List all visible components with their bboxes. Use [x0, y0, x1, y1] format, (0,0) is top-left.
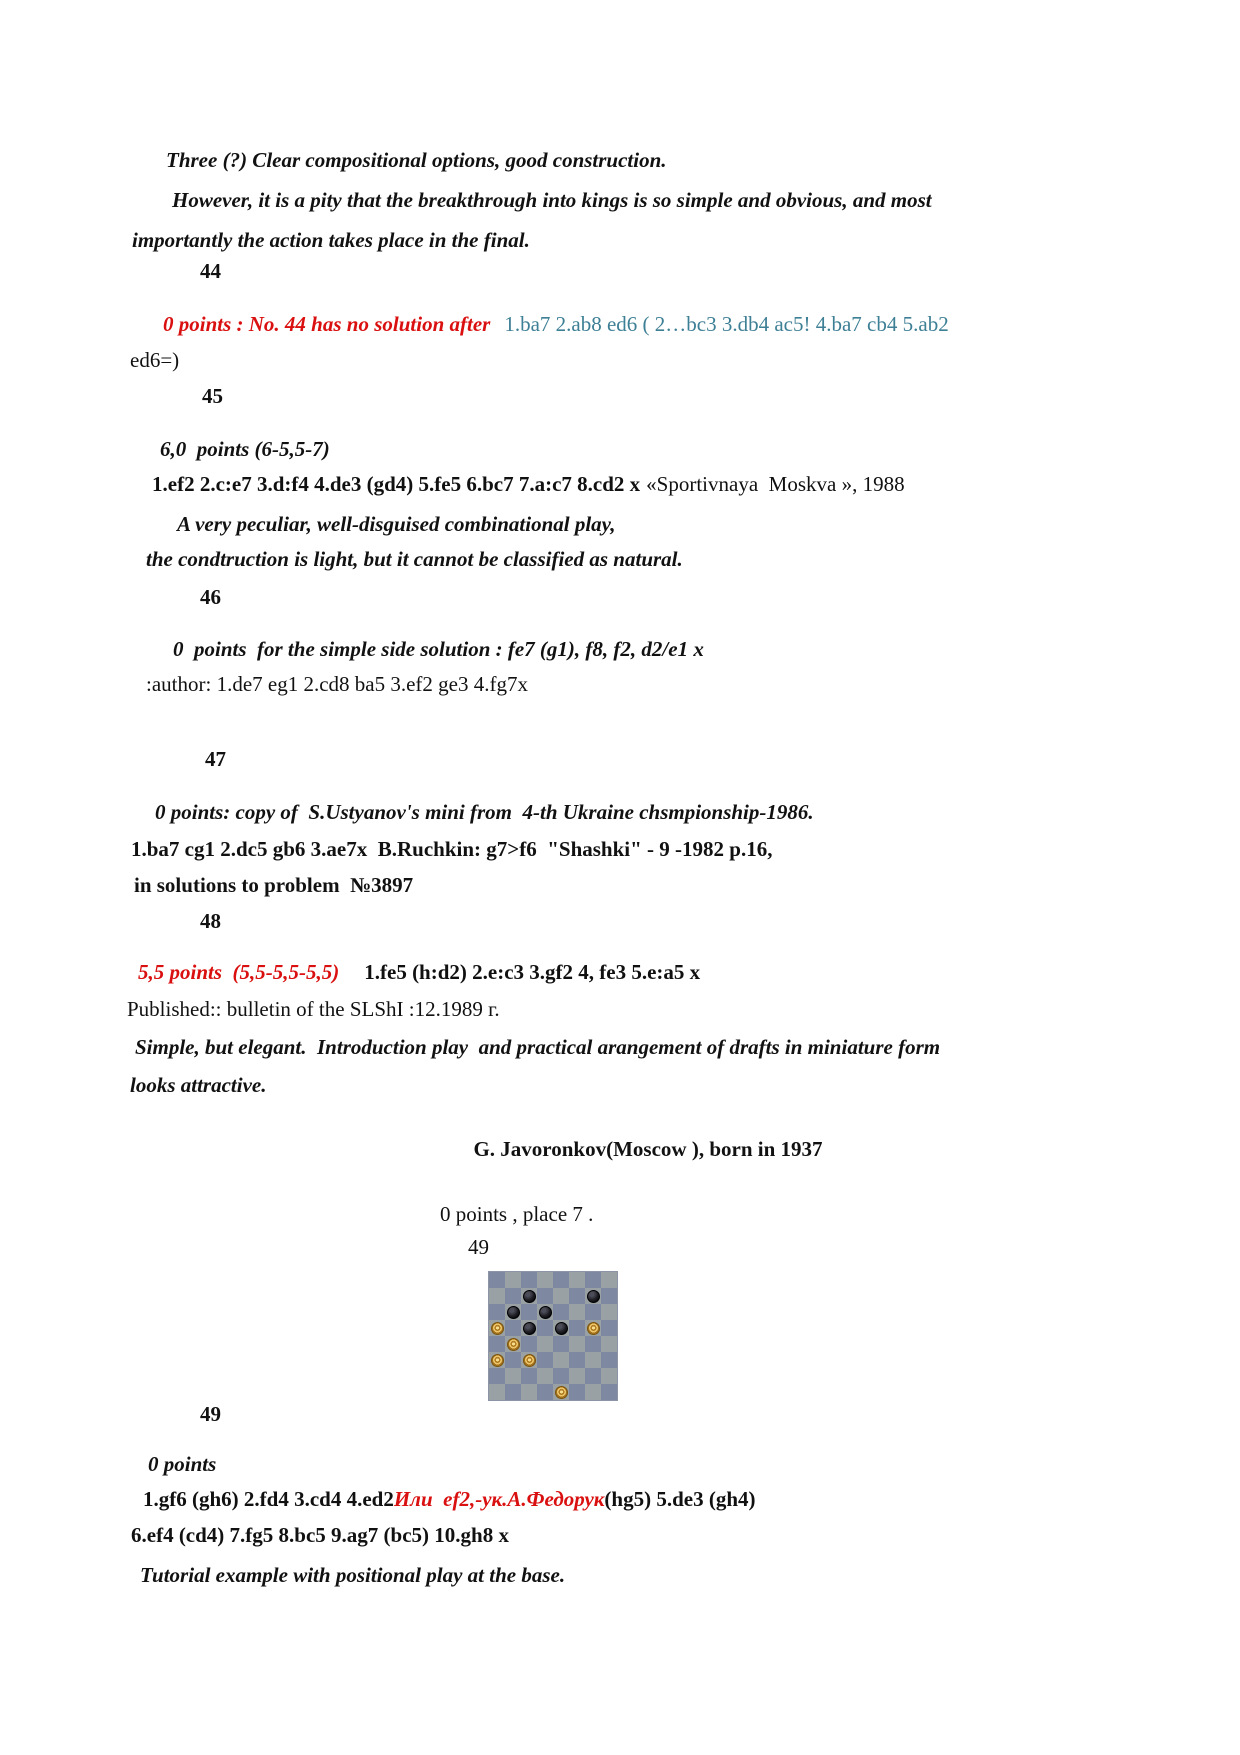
section-49-solution-line-2: 6.ef4 (cd4) 7.fg5 8.bc5 9.ag7 (bc5) 10.gh8 x: [131, 1523, 509, 1547]
board-square: [553, 1368, 569, 1384]
section-48-published: Published:: bulletin of the SLShI :12.1989 г.: [127, 997, 500, 1021]
section-46-author-solution: :author: 1.de7 eg1 2.cd8 ba5 3.ef2 ge3 4.fg7x: [146, 672, 528, 696]
section-45-source: «Sportivnaya Moskva », 1988: [646, 472, 905, 496]
section-47-number: 47: [205, 747, 226, 771]
section-45-moves: 1.ef2 2.c:e7 3.d:f4 4.de3 (gd4) 5.fe5 6.bc7 7.a:c7 8.cd2 x: [152, 472, 641, 496]
section-44-number: 44: [200, 259, 221, 283]
board-square: [601, 1288, 617, 1304]
section-47-reference-line-1: 1.ba7 cg1 2.dc5 gb6 3.ae7x B.Ruchkin: g7>f6 "Shashki" - 9 -1982 p.16,: [131, 837, 773, 861]
board-square: [537, 1288, 553, 1304]
white-checker-piece: [555, 1386, 568, 1399]
intro-comment-line-2: However, it is a pity that the breakthrough into kings is so simple and obvious, and most: [172, 188, 932, 212]
black-checker-piece: [539, 1306, 552, 1319]
board-square: [537, 1272, 553, 1288]
section-44-solution-part2: ed6=): [130, 348, 180, 372]
board-square: [505, 1384, 521, 1400]
diagram-caption: 49: [468, 1235, 489, 1259]
board-square: [569, 1368, 585, 1384]
checkers-board: [489, 1272, 617, 1400]
white-checker-piece: [507, 1338, 520, 1351]
board-square: [601, 1272, 617, 1288]
section-49-moves-part2: (hg5) 5.de3 (gh4): [604, 1487, 756, 1511]
black-checker-piece: [587, 1290, 600, 1303]
section-47-verdict: 0 points: copy of S.Ustyanov's mini from 4-th Ukraine chsmpionship-1986.: [155, 800, 814, 824]
board-square: [569, 1272, 585, 1288]
section-44-verdict: 0 points : No. 44 has no solution after: [163, 312, 491, 336]
section-48-comment-line-1: Simple, but elegant. Introduction play and practical arangement of drafts in miniature form: [135, 1035, 941, 1059]
author-heading: G. Javoronkov(Moscow ), born in 1937: [473, 1137, 823, 1161]
board-square: [489, 1288, 505, 1304]
board-square: [521, 1304, 537, 1320]
board-square: [521, 1368, 537, 1384]
section-44-verdict-line: [163, 311, 949, 337]
section-48-comment-line-2: looks attractive.: [130, 1073, 267, 1097]
board-square: [553, 1288, 569, 1304]
section-45-number: 45: [202, 384, 223, 408]
section-49-points: 0 points: [148, 1452, 217, 1476]
section-46-verdict: 0 points for the simple side solution : fe7 (g1), f8, f2, d2/e1 x: [173, 637, 704, 661]
board-square: [569, 1384, 585, 1400]
intro-comment-line-3: importantly the action takes place in the final.: [132, 228, 530, 252]
section-45-points: 6,0 points (6-5,5-7): [160, 437, 330, 461]
board-square: [601, 1352, 617, 1368]
section-45-comment-line-1: A very peculiar, well-disguised combinational play,: [177, 512, 616, 536]
section-49-number: 49: [200, 1402, 221, 1426]
board-square: [489, 1304, 505, 1320]
white-checker-piece: [491, 1354, 504, 1367]
board-square: [601, 1320, 617, 1336]
black-checker-piece: [507, 1306, 520, 1319]
board-square: [505, 1320, 521, 1336]
board-square: [569, 1304, 585, 1320]
board-square: [521, 1336, 537, 1352]
board-square: [505, 1352, 521, 1368]
section-49-comment: Tutorial example with positional play at the base.: [140, 1563, 566, 1587]
board-square: [537, 1384, 553, 1400]
board-square: [489, 1384, 505, 1400]
section-49-solution-line-1: [143, 1486, 756, 1512]
board-square: [489, 1336, 505, 1352]
section-49-moves-part1: 1.gf6 (gh6) 2.fd4 3.cd4 4.ed2: [143, 1487, 394, 1511]
board-square: [569, 1288, 585, 1304]
board-square: [553, 1272, 569, 1288]
board-square: [569, 1320, 585, 1336]
author-subline: 0 points , place 7 .: [440, 1202, 594, 1226]
section-48-moves: 1.fe5 (h:d2) 2.e:c3 3.gf2 4, fe3 5.e:a5 x: [364, 960, 701, 984]
section-49-inline-note: Или ef2,-ук.А.Федорук: [393, 1487, 605, 1511]
board-square: [521, 1272, 537, 1288]
board-square: [601, 1304, 617, 1320]
board-square: [585, 1336, 601, 1352]
board-square: [553, 1352, 569, 1368]
board-square: [585, 1272, 601, 1288]
section-45-comment-line-2: the condtruction is light, but it cannot be classified as natural.: [146, 547, 683, 571]
black-checker-piece: [555, 1322, 568, 1335]
board-square: [521, 1384, 537, 1400]
board-square: [553, 1304, 569, 1320]
board-square: [537, 1368, 553, 1384]
board-square: [601, 1368, 617, 1384]
board-square: [505, 1288, 521, 1304]
board-square: [537, 1336, 553, 1352]
board-square: [553, 1336, 569, 1352]
board-square: [489, 1272, 505, 1288]
board-square: [585, 1368, 601, 1384]
section-45-solution-line: [152, 471, 905, 497]
board-square: [537, 1320, 553, 1336]
board-square: [569, 1336, 585, 1352]
black-checker-piece: [523, 1322, 536, 1335]
board-square: [537, 1352, 553, 1368]
board-square: [505, 1272, 521, 1288]
board-square: [601, 1384, 617, 1400]
board-square: [505, 1368, 521, 1384]
section-48-number: 48: [200, 909, 221, 933]
board-square: [569, 1352, 585, 1368]
section-46-number: 46: [200, 585, 221, 609]
section-48-points: 5,5 points (5,5-5,5-5,5): [138, 960, 340, 984]
white-checker-piece: [491, 1322, 504, 1335]
white-checker-piece: [523, 1354, 536, 1367]
intro-comment-line-1: Three (?) Clear compositional options, good construction.: [166, 148, 667, 172]
board-square: [585, 1352, 601, 1368]
board-square: [585, 1304, 601, 1320]
board-square: [489, 1368, 505, 1384]
board-square: [585, 1384, 601, 1400]
section-48-points-line: [138, 959, 700, 985]
board-square: [601, 1336, 617, 1352]
black-checker-piece: [523, 1290, 536, 1303]
white-checker-piece: [587, 1322, 600, 1335]
section-44-solution-part1: 1.ba7 2.ab8 ed6 ( 2…bc3 3.db4 ac5! 4.ba7 cb4 5.ab2: [504, 312, 949, 336]
section-47-reference-line-2: in solutions to problem №3897: [134, 873, 414, 897]
